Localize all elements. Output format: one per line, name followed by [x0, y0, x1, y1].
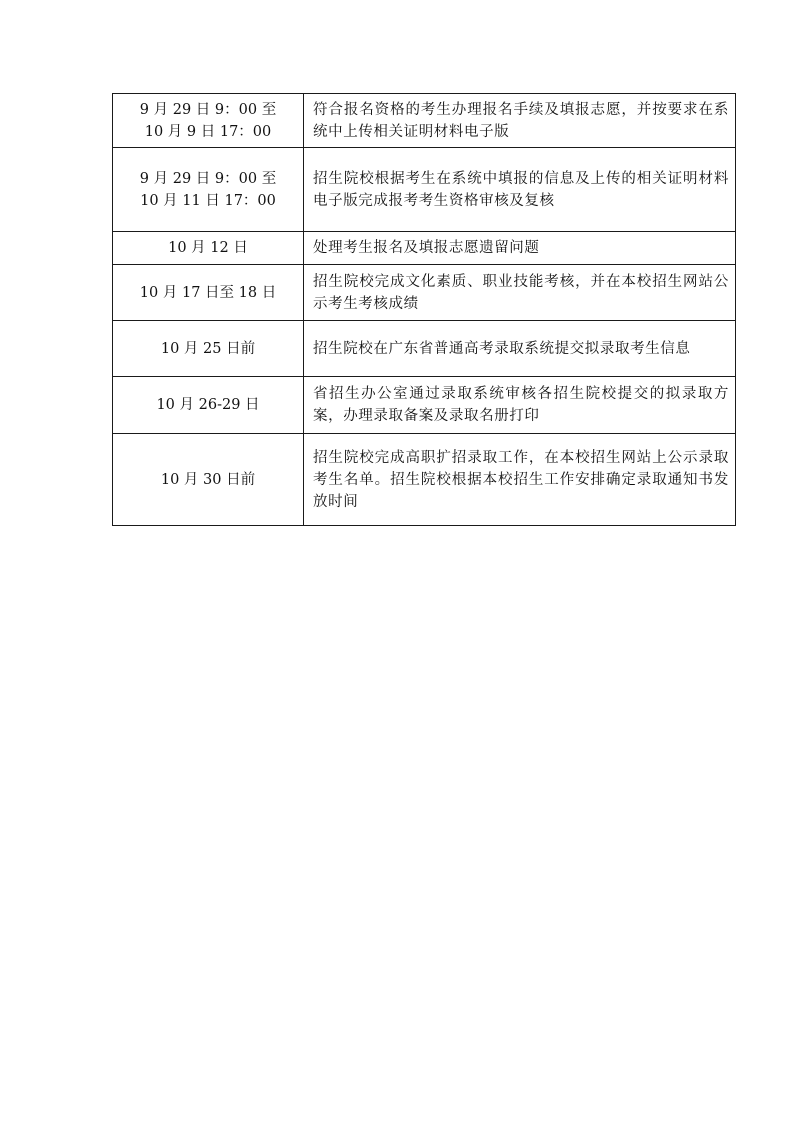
table-row [113, 94, 736, 148]
date-cell: 9 月 29 日 9：00 至 10 月 11 日 17：00 [113, 148, 304, 232]
table-row [113, 434, 736, 526]
description-cell: 招生院校完成文化素质、职业技能考核，并在本校招生网站公示考生考核成绩 [304, 265, 736, 321]
description-cell: 处理考生报名及填报志愿遗留问题 [304, 232, 736, 265]
date-cell: 10 月 26-29 日 [113, 377, 304, 434]
date-cell: 10 月 12 日 [113, 232, 304, 265]
schedule-table [112, 93, 736, 526]
table-row [113, 232, 736, 265]
date-cell: 9 月 29 日 9：00 至 10 月 9 日 17：00 [113, 94, 304, 148]
description-cell: 招生院校根据考生在系统中填报的信息及上传的相关证明材料电子版完成报考考生资格审核及复核 [304, 148, 736, 232]
table-row [113, 321, 736, 377]
description-cell: 招生院校在广东省普通高考录取系统提交拟录取考生信息 [304, 321, 736, 377]
table-row [113, 148, 736, 232]
table-row [113, 265, 736, 321]
date-cell: 10 月 25 日前 [113, 321, 304, 377]
description-cell: 省招生办公室通过录取系统审核各招生院校提交的拟录取方案，办理录取备案及录取名册打印 [304, 377, 736, 434]
description-cell: 符合报名资格的考生办理报名手续及填报志愿，并按要求在系统中上传相关证明材料电子版 [304, 94, 736, 148]
description-cell: 招生院校完成高职扩招录取工作，在本校招生网站上公示录取考生名单。招生院校根据本校招生工作安排确定录取通知书发放时间 [304, 434, 736, 526]
date-cell: 10 月 30 日前 [113, 434, 304, 526]
date-cell: 10 月 17 日至 18 日 [113, 265, 304, 321]
table-row [113, 377, 736, 434]
